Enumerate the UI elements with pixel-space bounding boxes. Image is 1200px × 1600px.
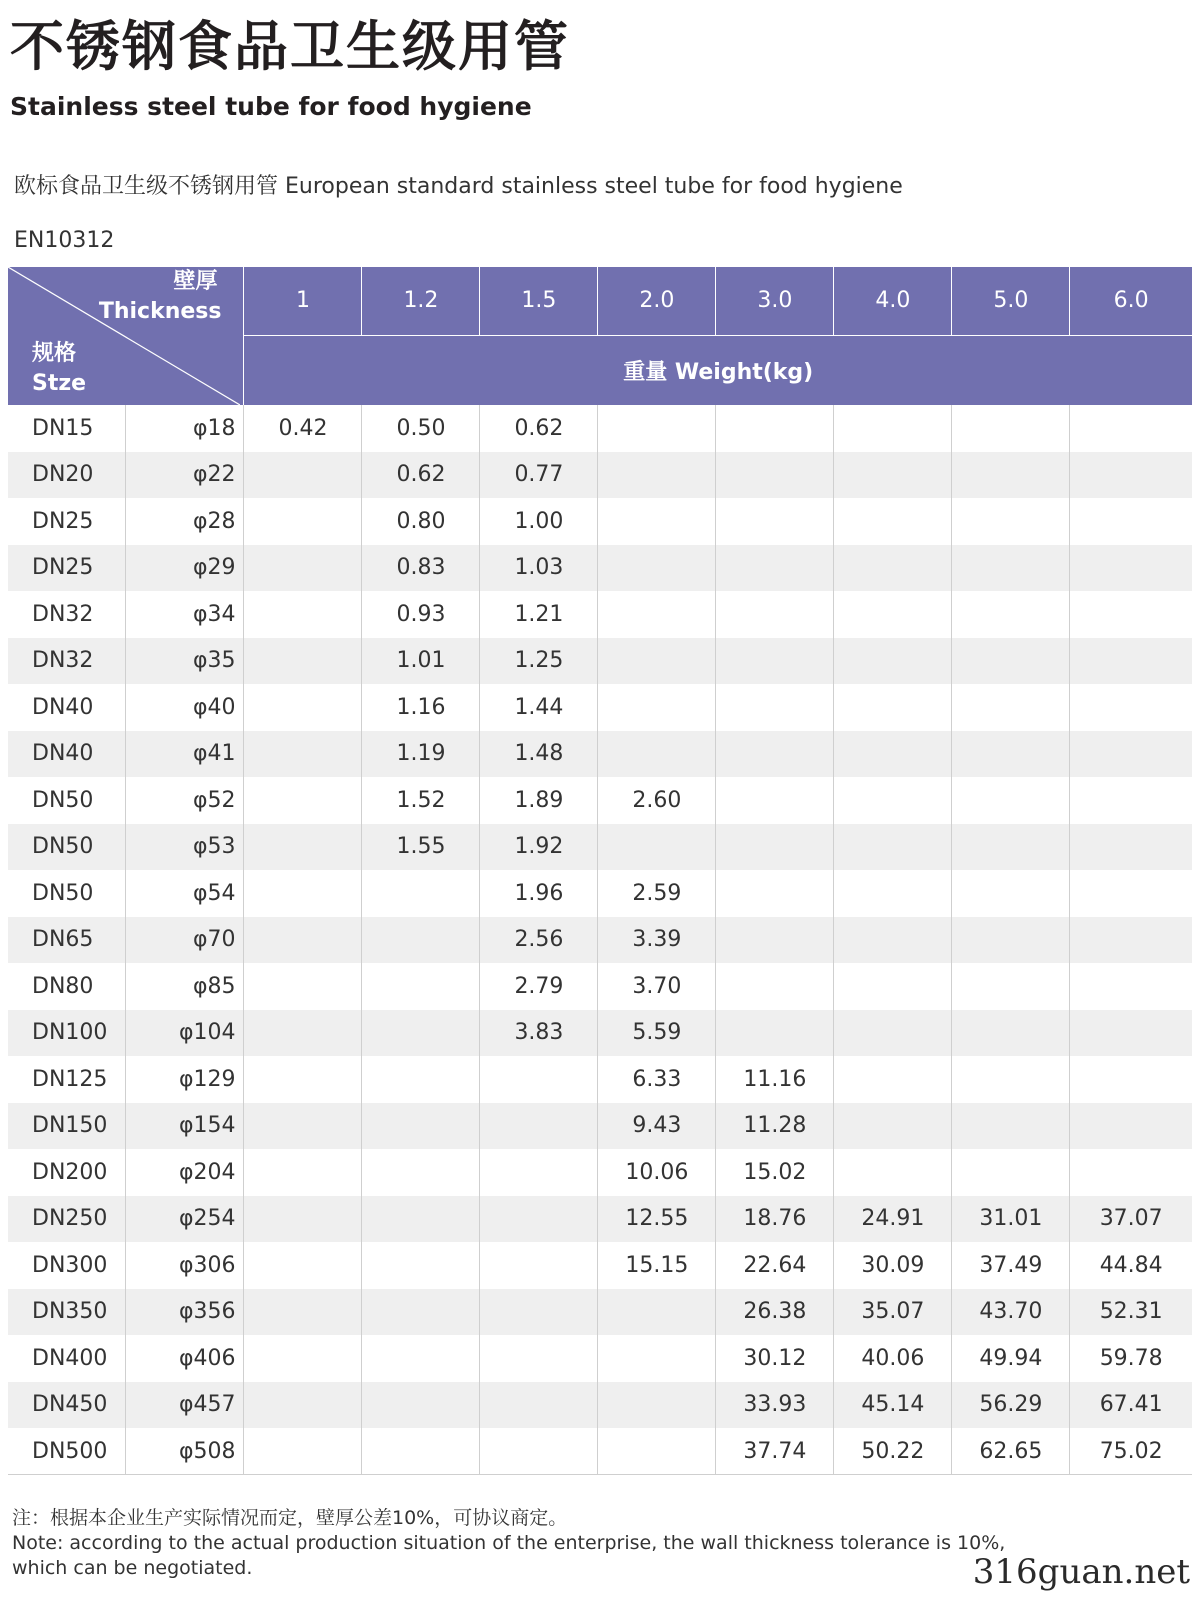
weight-cell [1070,917,1192,964]
weight-cell [716,452,834,499]
weight-cell [244,870,362,917]
weight-cell: 33.93 [716,1382,834,1429]
weight-cell: 59.78 [1099,1345,1163,1371]
nominal-size-cell: DN450 [8,1382,126,1429]
weight-cell [952,1149,1070,1196]
thickness-label-en: Thickness [98,299,222,324]
weight-cell: 12.55 [598,1196,716,1243]
weight-cell [716,870,834,917]
weight-cell: 49.94 [952,1335,1070,1382]
outer-diameter-cell: φ29 [126,545,244,592]
table-row [8,1149,1192,1196]
weight-cell [362,963,480,1010]
nominal-size-cell: DN500 [8,1428,126,1475]
size-label-en: Stze [32,371,87,396]
outer-diameter-cell: φ457 [126,1382,244,1429]
thickness-label-cn: 壁厚 [173,269,218,294]
weight-cell [1070,405,1192,452]
nominal-size-cell: DN400 [8,1335,126,1382]
thickness-col-header: 1 [244,267,362,335]
weight-cell [834,405,952,452]
weight-cell [1070,1056,1192,1103]
weight-cell: 50.22 [834,1428,952,1475]
weight-cell [362,1196,480,1243]
weight-cell: 0.77 [480,452,598,499]
weight-cell: 62.65 [952,1428,1070,1475]
weight-cell [244,777,362,824]
weight-cell: 40.06 [834,1335,952,1382]
weight-cell: 0.62 [480,405,598,452]
page-title-en: Stainless steel tube for food hygiene [10,92,532,121]
weight-cell [1070,963,1192,1010]
outer-diameter-cell: φ204 [126,1149,244,1196]
weight-cell [598,1382,716,1429]
weight-cell [834,1010,952,1057]
weight-cell: 67.41 [1099,1392,1163,1418]
weight-cell: 24.91 [834,1196,952,1243]
weight-cell [362,1289,480,1336]
thickness-col-header: 6.0 [1070,267,1192,335]
table-row [8,684,1192,731]
weight-cell [362,1149,480,1196]
weight-cell [716,963,834,1010]
weight-cell [480,1196,598,1243]
outer-diameter-cell: φ34 [126,591,244,638]
weight-cell: 15.15 [598,1242,716,1289]
outer-diameter-cell: φ508 [126,1428,244,1475]
weight-cell [1070,452,1192,499]
weight-cell: 22.64 [716,1242,834,1289]
weight-cell: 0.83 [362,545,480,592]
weight-cell [598,498,716,545]
weight-cell: 1.00 [480,498,598,545]
weight-cell: 0.80 [362,498,480,545]
weight-cell [480,1056,598,1103]
weight-cell [480,1335,598,1382]
table-row [8,1196,1192,1243]
weight-cell [952,870,1070,917]
nominal-size-cell: DN250 [8,1196,126,1243]
table-row [8,963,1192,1010]
weight-cell [362,1103,480,1150]
weight-cell: 1.03 [480,545,598,592]
weight-cell [1070,1103,1192,1150]
weight-cell [716,638,834,685]
weight-cell [480,1103,598,1150]
footnote [12,1506,1052,1581]
weight-cell: 45.14 [834,1382,952,1429]
table-row [8,638,1192,685]
weight-cell [244,591,362,638]
thickness-col-header: 2.0 [598,267,716,335]
weight-cell [244,824,362,871]
weight-cell [244,1335,362,1382]
weight-cell: 37.74 [716,1428,834,1475]
page-title-cn: 不锈钢食品卫生级用管 [10,15,570,78]
weight-cell [362,870,480,917]
weight-cell: 11.16 [716,1056,834,1103]
weight-cell: 1.92 [480,824,598,871]
section-subtitle: 欧标食品卫生级不锈钢用管 European standard stainless steel tube for food hygiene [14,174,903,199]
weight-cell: 43.70 [952,1289,1070,1336]
weight-cell [834,917,952,964]
weight-cell [834,777,952,824]
weight-cell [244,731,362,778]
weight-cell [834,591,952,638]
weight-cell [716,1010,834,1057]
weight-cell [952,963,1070,1010]
table-row [8,870,1192,917]
weight-cell [834,731,952,778]
weight-cell [952,591,1070,638]
weight-cell [598,638,716,685]
weight-cell: 1.25 [480,638,598,685]
nominal-size-cell: DN40 [8,731,126,778]
outer-diameter-cell: φ129 [126,1056,244,1103]
weight-cell: 37.07 [1099,1206,1163,1232]
weight-cell [834,1056,952,1103]
table-row [8,1103,1192,1150]
nominal-size-cell: DN100 [8,1010,126,1057]
weight-cell [598,1289,716,1336]
weight-cell [244,1010,362,1057]
weight-cell [952,824,1070,871]
table-row [8,1010,1192,1057]
weight-cell [244,498,362,545]
thickness-col-header: 1.2 [362,267,480,335]
weight-cell [244,545,362,592]
weight-cell [834,545,952,592]
weight-cell: 30.12 [716,1335,834,1382]
weight-cell: 9.43 [598,1103,716,1150]
weight-cell: 2.59 [598,870,716,917]
outer-diameter-cell: φ54 [126,870,244,917]
thickness-col-header: 3.0 [716,267,834,335]
spec-table [8,267,1192,1475]
nominal-size-cell: DN80 [8,963,126,1010]
footnote-en-line1: Note: according to the actual production situation of the enterprise, the wall thickness tolerance is 10%, [12,1532,1006,1554]
weight-cell [598,452,716,499]
table-row [8,1428,1192,1475]
footnote-en-line2: which can be negotiated. [12,1557,253,1579]
nominal-size-cell: DN40 [8,684,126,731]
thickness-col-header: 4.0 [834,267,952,335]
outer-diameter-cell: φ22 [126,452,244,499]
weight-cell [716,498,834,545]
weight-cell [598,684,716,731]
weight-cell [952,1010,1070,1057]
table-row [8,545,1192,592]
watermark: 316guan.net [972,1552,1190,1592]
table-row [8,1382,1192,1429]
weight-cell: 30.09 [834,1242,952,1289]
weight-cell: 1.01 [362,638,480,685]
table-row [8,452,1192,499]
table-row [8,591,1192,638]
weight-cell: 1.96 [480,870,598,917]
nominal-size-cell: DN65 [8,917,126,964]
weight-cell: 31.01 [952,1196,1070,1243]
outer-diameter-cell: φ18 [126,405,244,452]
weight-cell [598,824,716,871]
table-corner-header [8,267,244,405]
weight-cell [716,591,834,638]
weight-cell [952,405,1070,452]
weight-cell [480,1242,598,1289]
weight-cell [952,1056,1070,1103]
weight-cell [834,638,952,685]
weight-cell [244,1149,362,1196]
weight-cell [1070,638,1192,685]
weight-cell: 1.55 [362,824,480,871]
weight-cell [244,963,362,1010]
nominal-size-cell: DN200 [8,1149,126,1196]
weight-cell [244,638,362,685]
weight-cell [480,1289,598,1336]
weight-cell [716,545,834,592]
weight-cell [834,1149,952,1196]
nominal-size-cell: DN50 [8,777,126,824]
weight-cell: 3.70 [598,963,716,1010]
weight-cell [1070,591,1192,638]
weight-cell [952,917,1070,964]
table-row [8,824,1192,871]
weight-cell: 1.48 [480,731,598,778]
weight-cell [716,405,834,452]
weight-cell [1070,731,1192,778]
weight-cell [480,1149,598,1196]
nominal-size-cell: DN300 [8,1242,126,1289]
weight-cell: 1.19 [362,731,480,778]
weight-cell [480,1382,598,1429]
weight-cell [716,777,834,824]
weight-cell: 26.38 [716,1289,834,1336]
nominal-size-cell: DN32 [8,591,126,638]
nominal-size-cell: DN125 [8,1056,126,1103]
weight-cell [362,917,480,964]
weight-cell [716,917,834,964]
weight-cell [1070,824,1192,871]
weight-cell [952,545,1070,592]
weight-cell: 2.79 [480,963,598,1010]
outer-diameter-cell: φ254 [126,1196,244,1243]
nominal-size-cell: DN20 [8,452,126,499]
thickness-col-header: 1.5 [480,267,598,335]
weight-cell [244,1289,362,1336]
weight-cell [480,1428,598,1475]
footnote-cn: 注：根据本企业生产实际情况而定，壁厚公差10%，可协议商定。 [12,1507,568,1529]
table-row [8,1056,1192,1103]
weight-cell: 0.93 [362,591,480,638]
weight-cell [362,1428,480,1475]
table-row [8,731,1192,778]
weight-cell: 1.52 [362,777,480,824]
weight-cell: 2.60 [598,777,716,824]
weight-cell: 15.02 [716,1149,834,1196]
weight-cell [952,498,1070,545]
weight-cell [244,1382,362,1429]
weight-cell [952,684,1070,731]
outer-diameter-cell: φ406 [126,1335,244,1382]
table-row [8,1289,1192,1336]
outer-diameter-cell: φ28 [126,498,244,545]
weight-cell [834,824,952,871]
weight-cell: 44.84 [1099,1252,1163,1278]
outer-diameter-cell: φ306 [126,1242,244,1289]
weight-cell: 3.83 [480,1010,598,1057]
weight-cell [1070,684,1192,731]
weight-cell: 37.49 [952,1242,1070,1289]
outer-diameter-cell: φ53 [126,824,244,871]
weight-cell [598,1428,716,1475]
weight-cell [244,1103,362,1150]
nominal-size-cell: DN25 [8,545,126,592]
nominal-size-cell: DN32 [8,638,126,685]
table-row [8,777,1192,824]
weight-cell: 0.62 [362,452,480,499]
weight-cell: 1.44 [480,684,598,731]
weight-cell [244,1056,362,1103]
weight-cell [952,638,1070,685]
table-row [8,1335,1192,1382]
weight-cell [952,731,1070,778]
outer-diameter-cell: φ154 [126,1103,244,1150]
weight-cell [598,545,716,592]
weight-cell: 1.21 [480,591,598,638]
weight-cell [598,591,716,638]
weight-cell [1070,777,1192,824]
nominal-size-cell: DN15 [8,405,126,452]
weight-cell [834,963,952,1010]
nominal-size-cell: DN350 [8,1289,126,1336]
weight-cell [598,731,716,778]
weight-cell [244,1242,362,1289]
weight-cell [244,1196,362,1243]
nominal-size-cell: DN50 [8,824,126,871]
weight-cell: 5.59 [598,1010,716,1057]
size-label-cn: 规格 [32,341,77,366]
weight-cell [244,1428,362,1475]
outer-diameter-cell: φ52 [126,777,244,824]
weight-cell [362,1382,480,1429]
nominal-size-cell: DN150 [8,1103,126,1150]
weight-cell [598,1335,716,1382]
weight-cell: 35.07 [834,1289,952,1336]
weight-cell [952,777,1070,824]
weight-header: 重量 Weight(kg) [244,335,1192,405]
weight-cell [834,1103,952,1150]
weight-cell: 52.31 [1099,1299,1163,1325]
table-row [8,1242,1192,1289]
weight-cell: 2.56 [480,917,598,964]
weight-cell [362,1056,480,1103]
weight-cell: 0.50 [362,405,480,452]
weight-cell: 75.02 [1070,1428,1192,1475]
outer-diameter-cell: φ41 [126,731,244,778]
table-row [8,917,1192,964]
outer-diameter-cell: φ40 [126,684,244,731]
weight-cell: 1.89 [480,777,598,824]
weight-cell [362,1335,480,1382]
weight-cell [1070,545,1192,592]
weight-cell [716,824,834,871]
weight-cell [952,1103,1070,1150]
weight-cell [362,1010,480,1057]
weight-cell [834,870,952,917]
weight-cell [1070,498,1192,545]
spec-table-body [8,405,1192,1475]
weight-cell: 3.39 [598,917,716,964]
weight-cell [1070,1010,1192,1057]
outer-diameter-cell: φ70 [126,917,244,964]
outer-diameter-cell: φ35 [126,638,244,685]
thickness-col-header: 5.0 [952,267,1070,335]
weight-cell [1070,1149,1192,1196]
weight-cell: 11.28 [716,1103,834,1150]
outer-diameter-cell: φ104 [126,1010,244,1057]
weight-cell: 18.76 [716,1196,834,1243]
weight-cell: 1.16 [362,684,480,731]
weight-cell: 10.06 [598,1149,716,1196]
nominal-size-cell: DN25 [8,498,126,545]
outer-diameter-cell: φ356 [126,1289,244,1336]
weight-cell [244,684,362,731]
weight-cell [716,731,834,778]
standard-code: EN10312 [14,228,115,253]
weight-cell [244,917,362,964]
weight-cell: 0.42 [244,405,362,452]
weight-cell [244,452,362,499]
table-row [8,405,1192,452]
weight-cell [834,452,952,499]
weight-cell: 56.29 [952,1382,1070,1429]
weight-cell [834,684,952,731]
table-row [8,498,1192,545]
nominal-size-cell: DN50 [8,870,126,917]
outer-diameter-cell: φ85 [126,963,244,1010]
weight-cell [362,1242,480,1289]
weight-cell: 6.33 [598,1056,716,1103]
weight-cell [952,452,1070,499]
weight-cell [834,498,952,545]
weight-cell [716,684,834,731]
weight-cell [598,405,716,452]
weight-cell [1070,870,1192,917]
